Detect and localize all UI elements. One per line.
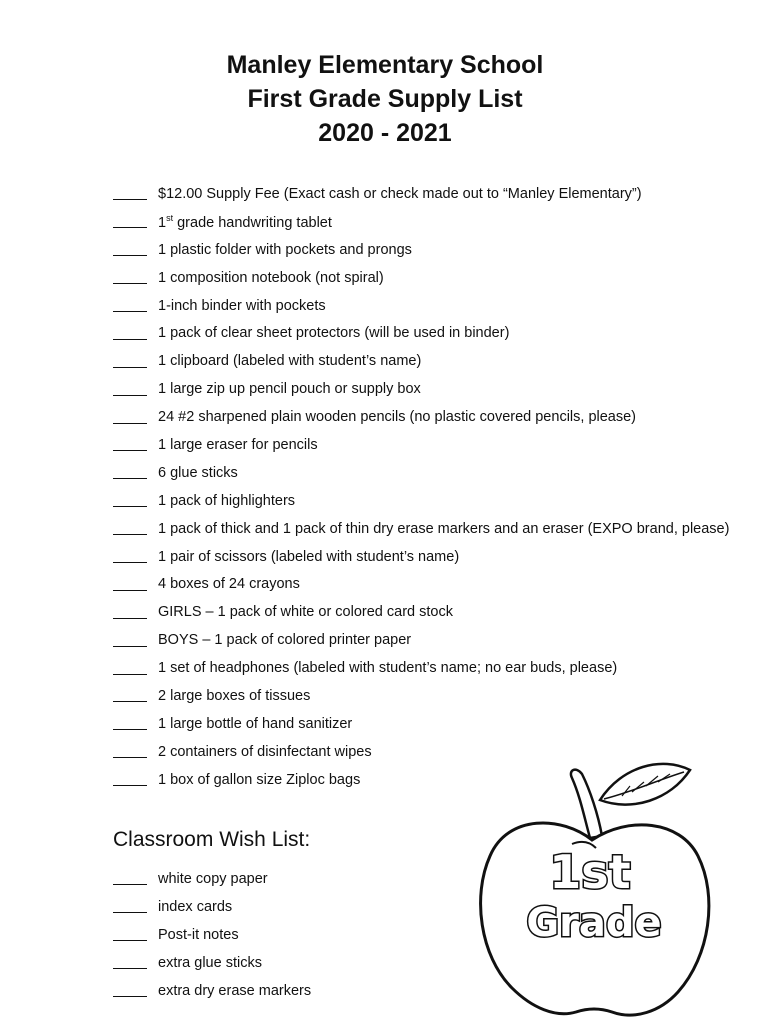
item-label: 1 pack of clear sheet protectors (will be used in binder) — [158, 325, 510, 342]
checkbox-blank-line — [113, 283, 147, 284]
item-text — [158, 353, 421, 369]
list-item — [113, 570, 763, 598]
checkbox-blank-line — [113, 227, 147, 228]
item-label: Post-it notes — [158, 926, 239, 943]
checkbox-blank-line — [113, 940, 147, 941]
item-label: extra glue sticks — [158, 954, 262, 971]
checkbox-blank-line — [113, 562, 147, 563]
item-prefix: 1 — [158, 214, 167, 231]
item-label: 1 large zip up pencil pouch or supply box — [158, 381, 421, 398]
apple-text-line1: 1st — [549, 845, 631, 899]
item-text — [158, 660, 617, 676]
list-title: First Grade Supply List — [247, 85, 523, 113]
list-item — [113, 208, 763, 236]
list-item — [113, 977, 473, 1005]
item-label: 1 large bottle of hand sanitizer — [158, 715, 353, 732]
checkbox-blank-line — [113, 674, 147, 675]
page-header — [0, 48, 770, 150]
checkbox-blank-line — [113, 478, 147, 479]
checkbox-blank-line — [113, 646, 147, 647]
item-text — [158, 604, 453, 620]
checkbox-blank-line — [113, 311, 147, 312]
item-label: 1 large eraser for pencils — [158, 436, 318, 453]
list-item — [113, 403, 763, 431]
item-label: 1-inch binder with pockets — [158, 297, 326, 314]
item-text — [158, 298, 326, 314]
checkbox-blank-line — [113, 506, 147, 507]
list-item — [113, 319, 763, 347]
list-item — [113, 893, 473, 921]
item-label: BOYS – 1 pack of colored printer paper — [158, 632, 412, 649]
item-label: extra dry erase markers — [158, 982, 312, 999]
item-label: 1 set of headphones (labeled with student’s name; no ear buds, please) — [158, 660, 618, 677]
item-text — [158, 871, 268, 887]
item-text — [158, 242, 412, 258]
item-label: 2 large boxes of tissues — [158, 687, 311, 704]
item-text — [158, 899, 232, 915]
list-item — [113, 487, 763, 515]
list-item — [113, 710, 763, 738]
item-text — [158, 493, 295, 509]
item-text — [158, 632, 411, 648]
item-text — [158, 744, 372, 760]
item-text — [158, 213, 332, 231]
item-text — [158, 465, 238, 481]
item-text — [158, 549, 459, 565]
list-item — [113, 292, 763, 320]
list-item — [113, 236, 763, 264]
item-text — [158, 186, 642, 202]
item-text — [158, 521, 729, 537]
item-label: 1 pair of scissors (labeled with student’s name) — [158, 548, 460, 565]
checkbox-blank-line — [113, 339, 147, 340]
list-item — [113, 459, 763, 487]
list-item — [113, 515, 763, 543]
list-item — [113, 598, 763, 626]
checkbox-blank-line — [113, 255, 147, 256]
item-label: grade handwriting tablet — [173, 214, 332, 231]
checkbox-blank-line — [113, 367, 147, 368]
item-label: index cards — [158, 898, 233, 915]
item-text — [158, 381, 421, 397]
list-item — [113, 543, 763, 571]
item-label: 24 #2 sharpened plain wooden pencils (no plastic covered pencils, please) — [158, 409, 636, 426]
item-label: white copy paper — [158, 870, 268, 887]
item-text — [158, 716, 352, 732]
checkbox-blank-line — [113, 996, 147, 997]
school-year: 2020 - 2021 — [318, 119, 452, 147]
list-item — [113, 375, 763, 403]
checkbox-blank-line — [113, 785, 147, 786]
list-item — [113, 949, 473, 977]
checkbox-blank-line — [113, 534, 147, 535]
apple-icon — [472, 756, 770, 1024]
item-text — [158, 270, 384, 286]
item-text — [158, 325, 509, 341]
list-item — [113, 654, 763, 682]
wish-list-title: Classroom Wish List: — [113, 828, 311, 851]
checkbox-blank-line — [113, 199, 147, 200]
school-name: Manley Elementary School — [226, 51, 544, 79]
list-item — [113, 431, 763, 459]
item-label: 1 box of gallon size Ziploc bags — [158, 771, 361, 788]
item-text — [158, 983, 311, 999]
item-text — [158, 955, 262, 971]
item-text — [158, 409, 636, 425]
list-item — [113, 921, 473, 949]
item-text — [158, 688, 310, 704]
checkbox-blank-line — [113, 884, 147, 885]
item-text — [158, 437, 318, 453]
item-label: 1 plastic folder with pockets and prongs — [158, 241, 412, 258]
item-text — [158, 576, 300, 592]
supply-list — [113, 180, 763, 794]
checkbox-blank-line — [113, 701, 147, 702]
item-label: GIRLS – 1 pack of white or colored card stock — [158, 604, 453, 621]
list-item — [113, 626, 763, 654]
list-item — [113, 347, 763, 375]
checkbox-blank-line — [113, 757, 147, 758]
item-label: 1 pack of highlighters — [158, 492, 296, 509]
checkbox-blank-line — [113, 618, 147, 619]
list-item — [113, 180, 763, 208]
wish-list — [113, 865, 473, 1004]
item-text — [158, 927, 239, 943]
item-label: 6 glue sticks — [158, 464, 238, 481]
checkbox-blank-line — [113, 729, 147, 730]
ordinal-suffix: st — [166, 212, 174, 223]
list-item — [113, 682, 763, 710]
item-label: 1 pack of thick and 1 pack of thin dry erase markers and an eraser (EXPO brand, please) — [158, 520, 730, 537]
checkbox-blank-line — [113, 450, 147, 451]
checkbox-blank-line — [113, 912, 147, 913]
checkbox-blank-line — [113, 423, 147, 424]
item-text — [158, 772, 360, 788]
item-label: 1 composition notebook (not spiral) — [158, 269, 384, 286]
item-label: $12.00 Supply Fee (Exact cash or check made out to “Manley Elementary”) — [158, 185, 642, 202]
checkbox-blank-line — [113, 968, 147, 969]
list-item — [113, 264, 763, 292]
list-item — [113, 865, 473, 893]
item-label: 4 boxes of 24 crayons — [158, 576, 300, 593]
item-label: 2 containers of disinfectant wipes — [158, 743, 372, 760]
checkbox-blank-line — [113, 395, 147, 396]
checkbox-blank-line — [113, 590, 147, 591]
apple-text-line2: Grade — [526, 900, 662, 946]
item-label: 1 clipboard (labeled with student’s name) — [158, 353, 422, 370]
